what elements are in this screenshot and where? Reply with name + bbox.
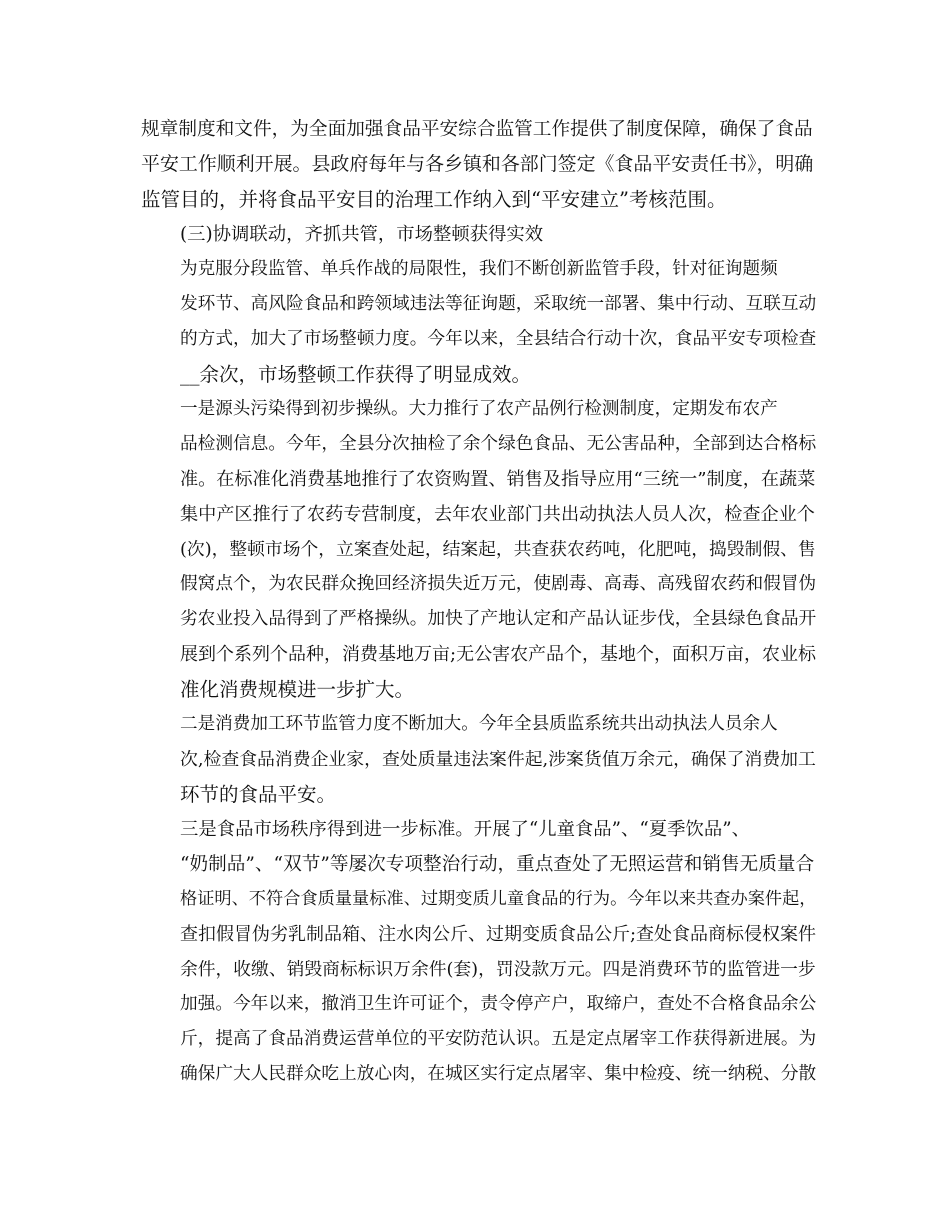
text-line: (三)协调联动，齐抓共管，市场整顿获得实效 [180, 224, 544, 245]
text-line: 准。在标准化消费基地推行了农资购置、销售及指导应用“三统一”制度，在蔬菜 [180, 469, 816, 490]
text-line: 集中产区推行了农药专营制度，去年农业部门共出动执法人员人次，检查企业个 [180, 504, 815, 525]
document-body [141, 112, 817, 1092]
text-line: “奶制品”、“双节”等屡次专项整治行动，重点查处了无照运营和销售无质量合 [180, 854, 815, 875]
text-line: 平安工作顺利开展。县政府每年与各乡镇和各部门签定《食品平安责任书》，明确 [141, 153, 814, 175]
text-line: 监管目的，并将食品平安目的治理工作纳入到“平安建立”考核范围。 [141, 188, 727, 211]
text-line: 的方式，加大了市场整顿力度。今年以来，全县结合行动十次，食品平安专项检查 [180, 329, 817, 349]
text-line: 准化消费规模进一步扩大。 [180, 678, 415, 701]
text-line: __余次，市场整顿工作获得了明显成效。 [180, 363, 532, 386]
text-line: 规章制度和文件，为全面加强食品平安综合监管工作提供了制度保障，确保了食品 [141, 119, 813, 140]
paragraph [141, 812, 817, 1092]
text-line: 二是消费加工环节监管力度不断加大。今年全县质监系统共出动执法人员余人 [180, 714, 778, 734]
text-line: 斤，提高了食品消费运营单位的平安防范认识。五是定点屠宰工作获得新进展。为 [180, 1029, 817, 1049]
text-line: 加强。今年以来，撤消卫生许可证个，责令停产户，取缔户，查处不合格食品余公 [180, 994, 817, 1014]
text-line: 查扣假冒伪劣乳制品箱、注水肉公斤、过期变质食品公斤;查处食品商标侵权案件 [180, 924, 817, 945]
text-line: 环节的食品平安。 [180, 783, 337, 806]
text-line: 三是食品市场秩序得到进一步标准。开展了“儿童食品”、“夏季饮品”、 [180, 819, 750, 840]
text-line: 品检测信息。今年，全县分次抽检了余个绿色食品、无公害品种，全部到达合格标 [180, 434, 817, 454]
paragraph [141, 217, 813, 252]
text-line: 劣农业投入品得到了严格操纵。加快了产地认定和产品认证步伐，全县绿色食品开 [180, 609, 817, 629]
text-line: 假窝点个，为农民群众挽回经济损失近万元，使剧毒、高毒、高残留农药和假冒伪 [180, 574, 817, 594]
paragraph [141, 707, 816, 812]
text-line: 展到个系列个品种，消费基地万亩;无公害农产品个，基地个，面积万亩，农业标 [180, 644, 817, 665]
paragraph [141, 392, 817, 707]
paragraph [141, 112, 813, 217]
text-line: (次)，整顿市场个，立案查处起，结案起，共查获农药吨，化肥吨，捣毁制假、售 [180, 539, 816, 560]
text-line: 余件，收缴、销毁商标标识万余件(套)，罚没款万元。四是消费环节的监管进一步 [180, 959, 816, 980]
paragraph [141, 252, 817, 392]
text-line: 确保广大人民群众吃上放心肉，在城区实行定点屠宰、集中检疫、统一纳税、分散 [180, 1064, 817, 1084]
text-line: 发环节、高风险食品和跨领域违法等征询题，采取统一部署、集中行动、互联互动 [180, 294, 817, 314]
text-line: 一是源头污染得到初步操纵。大力推行了农产品例行检测制度，定期发布农产 [180, 399, 778, 419]
text-line: 为克服分段监管、单兵作战的局限性，我们不断创新监管手段，针对征询题频 [180, 259, 778, 279]
text-line: 次,检查食品消费企业家，查处质量违法案件起,涉案货值万余元，确保了消费加工 [180, 749, 816, 770]
text-line: 格证明、不符合食质量量标准、过期变质儿童食品的行为。今年以来共查办案件起， [180, 889, 817, 909]
